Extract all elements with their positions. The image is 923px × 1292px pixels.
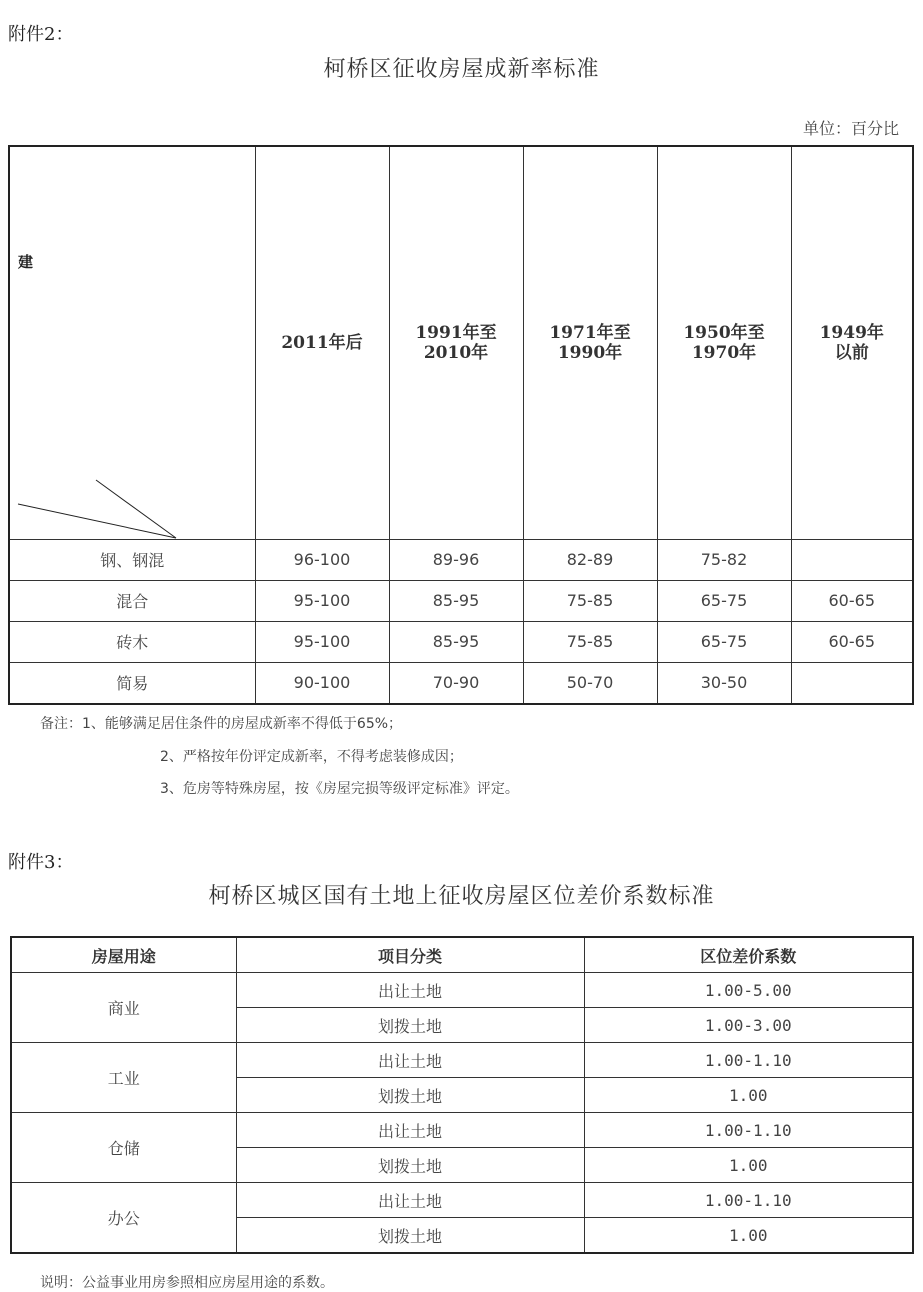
coefficient-cell: 1.00 bbox=[584, 1078, 913, 1113]
location-coefficient-table bbox=[10, 936, 914, 1254]
rate-cell: 89-96 bbox=[389, 539, 523, 580]
rate-cell bbox=[791, 662, 913, 704]
rate-cell bbox=[791, 539, 913, 580]
corner-label: 建 bbox=[18, 253, 34, 271]
building-use-cell: 仓储 bbox=[11, 1113, 236, 1183]
rate-cell: 50-70 bbox=[523, 662, 657, 704]
rate-cell: 75-85 bbox=[523, 621, 657, 662]
category-cell: 出让土地 bbox=[236, 1043, 584, 1078]
section2-note: 说明：公益事业用房参照相应房屋用途的系数。 bbox=[40, 1275, 334, 1291]
category-cell: 划拨土地 bbox=[236, 1078, 584, 1113]
column-header: 房屋用途 bbox=[11, 937, 236, 973]
column-header-line: 1949年 bbox=[819, 322, 884, 343]
column-header bbox=[523, 146, 657, 539]
table-row bbox=[9, 621, 913, 662]
rate-cell: 82-89 bbox=[523, 539, 657, 580]
column-header: 项目分类 bbox=[236, 937, 584, 973]
diagonal-lines bbox=[10, 147, 256, 540]
header-row bbox=[9, 146, 913, 539]
corner-cell bbox=[9, 146, 255, 539]
table-row bbox=[11, 1183, 913, 1218]
coefficient-cell: 1.00 bbox=[584, 1148, 913, 1183]
note-3: 3、危房等特殊房屋，按《房屋完损等级评定标准》评定。 bbox=[160, 781, 519, 797]
attachment-3-label: 附件3： bbox=[8, 852, 74, 873]
category-cell: 划拨土地 bbox=[236, 1148, 584, 1183]
category-cell: 出让土地 bbox=[236, 973, 584, 1008]
category-cell: 划拨土地 bbox=[236, 1008, 584, 1043]
note-2: 2、严格按年份评定成新率，不得考虑装修成因； bbox=[160, 749, 463, 765]
rate-cell: 95-100 bbox=[255, 621, 389, 662]
table-row bbox=[11, 1113, 913, 1148]
rate-cell: 95-100 bbox=[255, 580, 389, 621]
structure-type-cell: 混合 bbox=[9, 580, 255, 621]
column-header bbox=[389, 146, 523, 539]
depreciation-table bbox=[8, 145, 914, 705]
column-header-line: 1990年 bbox=[557, 342, 623, 363]
structure-type-cell: 钢、钢混 bbox=[9, 539, 255, 580]
rate-cell: 30-50 bbox=[657, 662, 791, 704]
rate-cell: 90-100 bbox=[255, 662, 389, 704]
column-header-line: 2011年后 bbox=[281, 332, 363, 353]
rate-cell: 65-75 bbox=[657, 621, 791, 662]
category-cell: 出让土地 bbox=[236, 1183, 584, 1218]
building-use-cell: 商业 bbox=[11, 973, 236, 1043]
note-1: 备注：1、能够满足居住条件的房屋成新率不得低于65%； bbox=[40, 716, 403, 732]
rate-cell: 96-100 bbox=[255, 539, 389, 580]
column-header-line: 1971年至 bbox=[549, 322, 631, 343]
column-header-line: 以前 bbox=[834, 342, 869, 363]
coefficient-cell: 1.00 bbox=[584, 1218, 913, 1254]
section1-title: 柯桥区征收房屋成新率标准 bbox=[323, 57, 600, 82]
coefficient-cell: 1.00-3.00 bbox=[584, 1008, 913, 1043]
column-header: 区位差价系数 bbox=[584, 937, 913, 973]
rate-cell: 85-95 bbox=[389, 621, 523, 662]
column-header bbox=[657, 146, 791, 539]
rate-cell: 60-65 bbox=[791, 580, 913, 621]
structure-type-cell: 砖木 bbox=[9, 621, 255, 662]
table-row bbox=[11, 1043, 913, 1078]
table-row bbox=[9, 580, 913, 621]
coefficient-cell: 1.00-5.00 bbox=[584, 973, 913, 1008]
column-header bbox=[255, 146, 389, 539]
rate-cell: 70-90 bbox=[389, 662, 523, 704]
category-cell: 划拨土地 bbox=[236, 1218, 584, 1254]
table-row bbox=[11, 973, 913, 1008]
coefficient-cell: 1.00-1.10 bbox=[584, 1043, 913, 1078]
category-cell: 出让土地 bbox=[236, 1113, 584, 1148]
building-use-cell: 工业 bbox=[11, 1043, 236, 1113]
rate-cell: 65-75 bbox=[657, 580, 791, 621]
column-header-line: 1991年至 bbox=[415, 322, 497, 343]
table-row bbox=[9, 539, 913, 580]
column-header-line: 1970年 bbox=[691, 342, 757, 363]
coefficient-cell: 1.00-1.10 bbox=[584, 1183, 913, 1218]
attachment-2-label: 附件2： bbox=[8, 24, 74, 45]
column-header bbox=[791, 146, 913, 539]
rate-cell: 75-85 bbox=[523, 580, 657, 621]
coefficient-cell: 1.00-1.10 bbox=[584, 1113, 913, 1148]
section2-title: 柯桥区城区国有土地上征收房屋区位差价系数标准 bbox=[208, 884, 715, 909]
column-header-line: 2010年 bbox=[423, 342, 489, 363]
column-header-line: 1950年至 bbox=[683, 322, 765, 343]
header-row bbox=[11, 937, 913, 973]
rate-cell: 85-95 bbox=[389, 580, 523, 621]
rate-cell: 75-82 bbox=[657, 539, 791, 580]
unit-label: 单位：百分比 bbox=[802, 119, 899, 138]
rate-cell: 60-65 bbox=[791, 621, 913, 662]
table-row bbox=[9, 662, 913, 704]
building-use-cell: 办公 bbox=[11, 1183, 236, 1254]
structure-type-cell: 简易 bbox=[9, 662, 255, 704]
